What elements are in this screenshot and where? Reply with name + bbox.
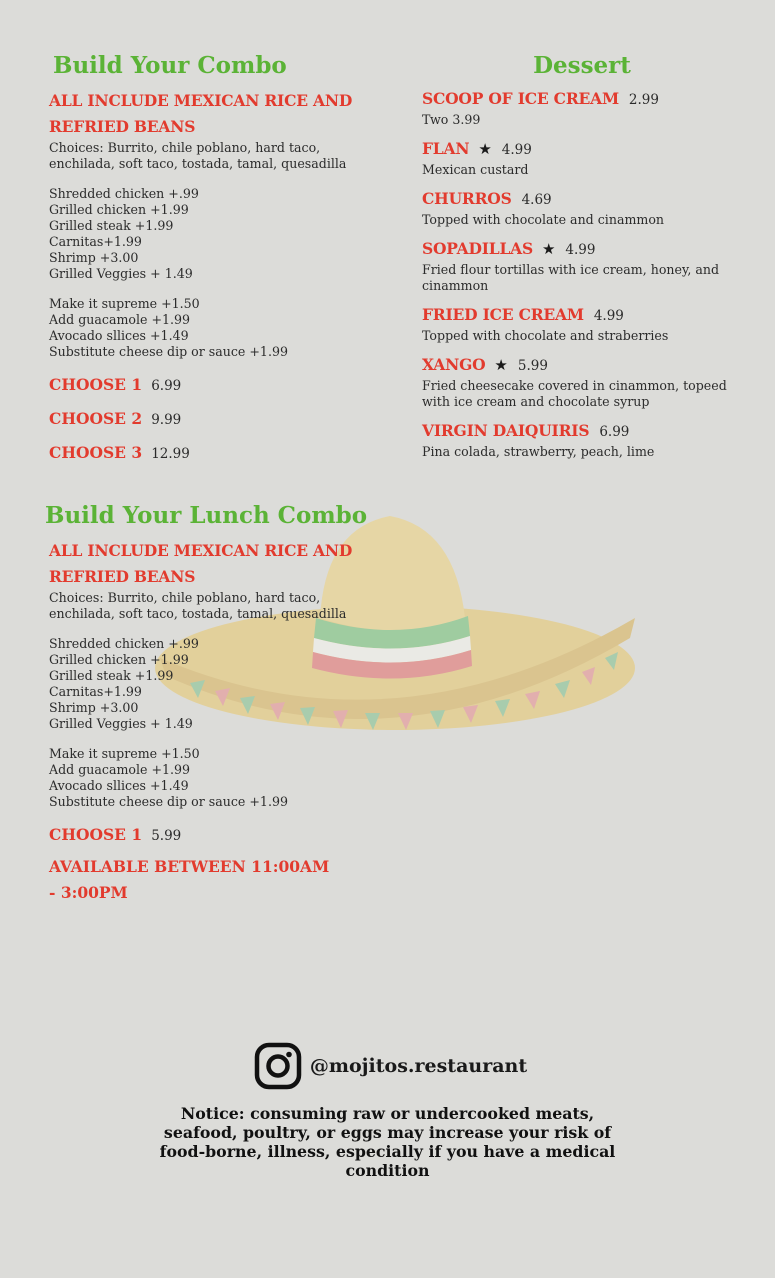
option-price: 12.99 [151,446,190,462]
protein-item: Grilled chicken +1.99 [49,202,189,217]
extra-item: Add guacamole +1.99 [49,312,191,327]
protein-item: Carnitas+1.99 [49,684,142,699]
combo-choices: Choices: Burrito, chile poblano, hard taco, enchilada, soft taco, tostada, tamal, quesadilla [49,140,347,171]
star-icon: ★ [494,356,508,374]
dessert-desc: Two 3.99 [422,112,481,127]
extra-item: Avocado sllices +1.49 [49,328,189,343]
dessert-price: 2.99 [628,92,659,108]
combo-proteins [49,186,379,282]
dessert-item [422,88,752,128]
dessert-item [422,238,752,294]
extra-item: Substitute cheese dip or sauce +1.99 [49,344,288,359]
extra-item: Make it supreme +1.50 [49,746,200,761]
extra-item: Add guacamole +1.99 [49,762,191,777]
option-label: CHOOSE 2 [49,409,143,428]
dessert-name: CHURROS [422,189,512,208]
dessert-desc: Mexican custard [422,162,529,177]
lunch-option-1 [49,824,379,846]
dessert-name: FRIED ICE CREAM [422,305,584,324]
dessert-name: SOPADILLAS [422,239,533,258]
dessert-desc: Fried cheesecake covered in cinammon, topeed with ice cream and chocolate syrup [422,378,727,409]
dessert-desc: Topped with chocolate and straberries [422,328,669,343]
protein-item: Carnitas+1.99 [49,234,142,249]
dessert-desc: Topped with chocolate and cinammon [422,212,665,227]
extra-item: Substitute cheese dip or sauce +1.99 [49,794,288,809]
combo-section [49,50,379,464]
star-icon: ★ [541,240,556,258]
lunch-combo-section [45,500,379,906]
extra-item: Avocado sllices +1.49 [49,778,189,793]
protein-item: Grilled Veggies + 1.49 [49,266,193,281]
protein-item: Grilled Veggies + 1.49 [49,716,193,731]
food-safety-notice: Notice: consuming raw or undercooked meats, seafood, poultry, or eggs may increase your risk of food-borne, illness, especially if you have a medical condition [159,1104,616,1180]
dessert-desc: Pina colada, strawberry, peach, lime [422,444,655,459]
dessert-price: 4.99 [565,242,596,258]
protein-item: Shredded chicken +.99 [49,186,199,201]
combo-option-2 [49,408,379,430]
option-price: 5.99 [151,828,182,844]
dessert-price: 4.69 [521,192,552,208]
protein-item: Shrimp +3.00 [49,250,139,265]
option-label: CHOOSE 3 [49,443,143,462]
protein-item: Shrimp +3.00 [49,700,139,715]
dessert-item [422,420,752,460]
footer [0,1042,775,1180]
lunch-availability: AVAILABLE BETWEEN 11:00AM - 3:00PM [49,857,330,902]
instagram-icon [254,1042,302,1090]
dessert-item [422,138,752,178]
dessert-price: 6.99 [599,424,630,440]
option-label: CHOOSE 1 [49,375,143,394]
protein-item: Shredded chicken +.99 [49,636,199,651]
option-price: 6.99 [151,378,182,394]
combo-option-3 [49,442,379,464]
lunch-choices: Choices: Burrito, chile poblano, hard taco, enchilada, soft taco, tostada, tamal, quesadilla [49,590,347,621]
combo-option-1 [49,374,379,396]
option-price: 9.99 [151,412,182,428]
protein-item: Grilled steak +1.99 [49,668,174,683]
extra-item: Make it supreme +1.50 [49,296,200,311]
lunch-extras [49,746,379,810]
dessert-name: FLAN [422,139,470,158]
combo-includes: ALL INCLUDE MEXICAN RICE AND REFRIED BEANS [49,91,353,136]
dessert-desc: Fried flour tortillas with ice cream, honey, and cinammon [422,262,720,293]
option-label: CHOOSE 1 [49,825,143,844]
dessert-name: VIRGIN DAIQUIRIS [422,421,590,440]
dessert-item [422,188,752,228]
dessert-section [422,50,752,460]
star-icon: ★ [478,140,492,158]
dessert-price: 5.99 [517,358,548,374]
lunch-includes: ALL INCLUDE MEXICAN RICE AND REFRIED BEANS [49,541,353,586]
dessert-name: XANGO [422,355,486,374]
lunch-proteins [49,636,379,732]
combo-extras [49,296,379,360]
dessert-item [422,354,752,410]
dessert-name: SCOOP OF ICE CREAM [422,89,619,108]
instagram-link[interactable] [6,1042,775,1090]
dessert-item [422,304,752,344]
dessert-price: 4.99 [501,142,532,158]
instagram-handle[interactable]: @mojitos.restaurant [309,1055,528,1077]
lunch-title: Build Your Lunch Combo [45,502,368,529]
dessert-price: 4.99 [593,308,624,324]
protein-item: Grilled steak +1.99 [49,218,174,233]
dessert-title: Dessert [533,52,631,79]
protein-item: Grilled chicken +1.99 [49,652,189,667]
combo-title: Build Your Combo [53,52,287,79]
